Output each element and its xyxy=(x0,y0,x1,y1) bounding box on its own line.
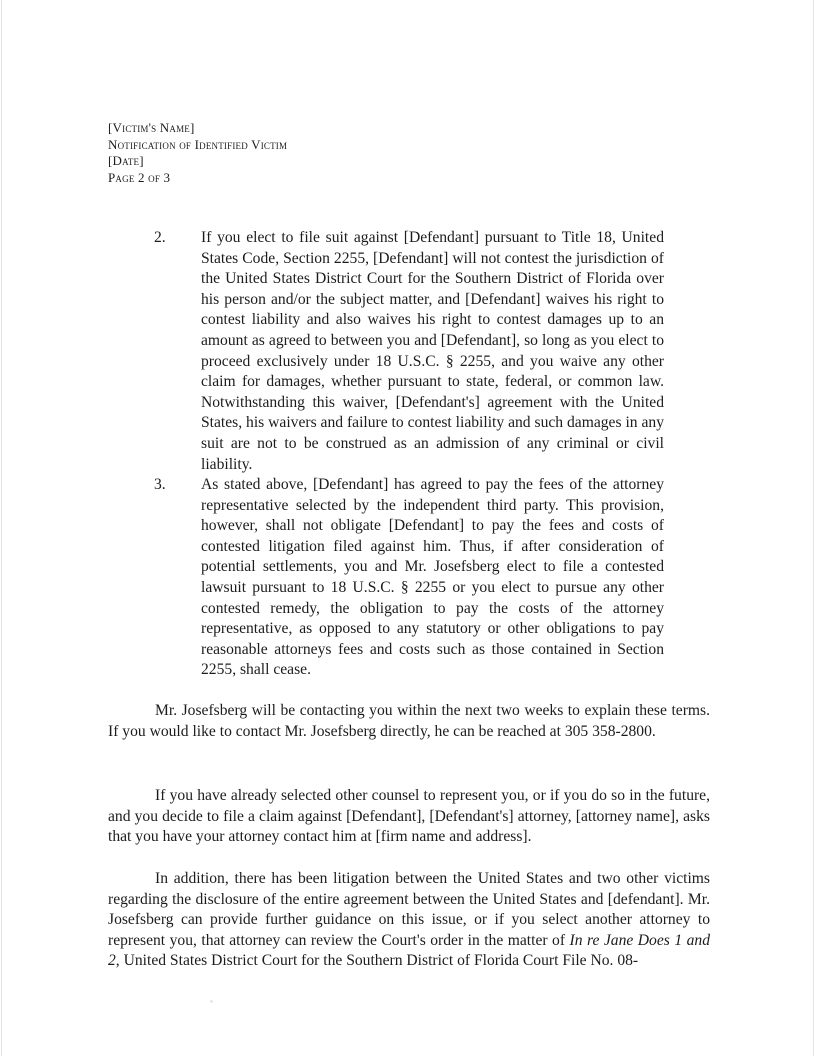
case-name: In re Jane Does 1 and 2 xyxy=(108,931,710,970)
paragraph-other-counsel: If you have already selected other counsel to represent you, or if you do so in the future, and you decide to file a claim against [Defendant], [Defendant's] attorney, [attorney name], asks that you have your attorney contact him at [firm name and address]. xyxy=(108,787,710,846)
left-scan-edge xyxy=(1,0,2,1056)
numbered-item-3 xyxy=(154,475,664,681)
item-text: As stated above, [Defendant] has agreed to pay the fees of the attorney representative selected by the independent third party. This provision, however, shall not obligate [Defendant] to pay the fees and costs of contested litigation filed against him. Thus, if after consideration of potential settlements, you and Mr. Josefsberg elect to file a contested lawsuit pursuant to 18 U.S.C. § 2255 or you elect to pursue any other contested remedy, the obligation to pay the costs of the attorney representative, as opposed to any statutory or other obligations to pay reasonable attorneys fees and costs such as those contained in Section 2255, shall cease. xyxy=(201,476,664,679)
numbered-item-2 xyxy=(154,228,664,475)
scan-speck xyxy=(210,1000,213,1003)
header-victim-name: [Victim's Name] xyxy=(108,120,195,135)
paragraph-litigation xyxy=(108,869,710,972)
letter-header xyxy=(108,120,287,186)
item-text: If you elect to file suit against [Defendant] pursuant to Title 18, United States Code, Section 2255, [Defendant] will not contest the jurisdiction of the United States District Court for the Southern District of Florida over his person and/or the subject matter, and [Defendant] waives his right to contest liability and also waives his right to contest damages up to an amount as agreed to between you and [Defendant], so long as you elect to proceed exclusively under 18 U.S.C. § 2255, and you waive any other claim for damages, whether pursuant to state, federal, or common law. Notwithstanding this waiver, [Defendant's] agreement with the United States, his waivers and failure to contest liability and such damages in any suit are not to be construed as an admission of any criminal or civil liability. xyxy=(201,229,664,473)
litigation-text-before: In addition, there has been litigation between the United States and two other victims regarding the disclosure of the entire agreement between the United States and [defendant]. Mr. Josefsberg can provide further guidance on this issue, or if you select another attorney to represent you, that attorney can review the Court's order in the matter of xyxy=(108,870,710,949)
header-notification-title: Notification of Identified Victim xyxy=(108,136,288,152)
header-page-number: Page 2 of 3 xyxy=(108,169,171,185)
litigation-text-after: , United States District Court for the Southern District of Florida Court File No. 08- xyxy=(115,952,639,970)
right-scan-edge xyxy=(813,0,814,1056)
header-date: [Date] xyxy=(108,153,144,168)
item-number: 2. xyxy=(154,229,166,246)
paragraph-contact: Mr. Josefsberg will be contacting you within the next two weeks to explain these terms. If you would like to contact Mr. Josefsberg directly, he can be reached at 305 358-2800. xyxy=(108,702,710,740)
item-number: 3. xyxy=(154,476,166,493)
